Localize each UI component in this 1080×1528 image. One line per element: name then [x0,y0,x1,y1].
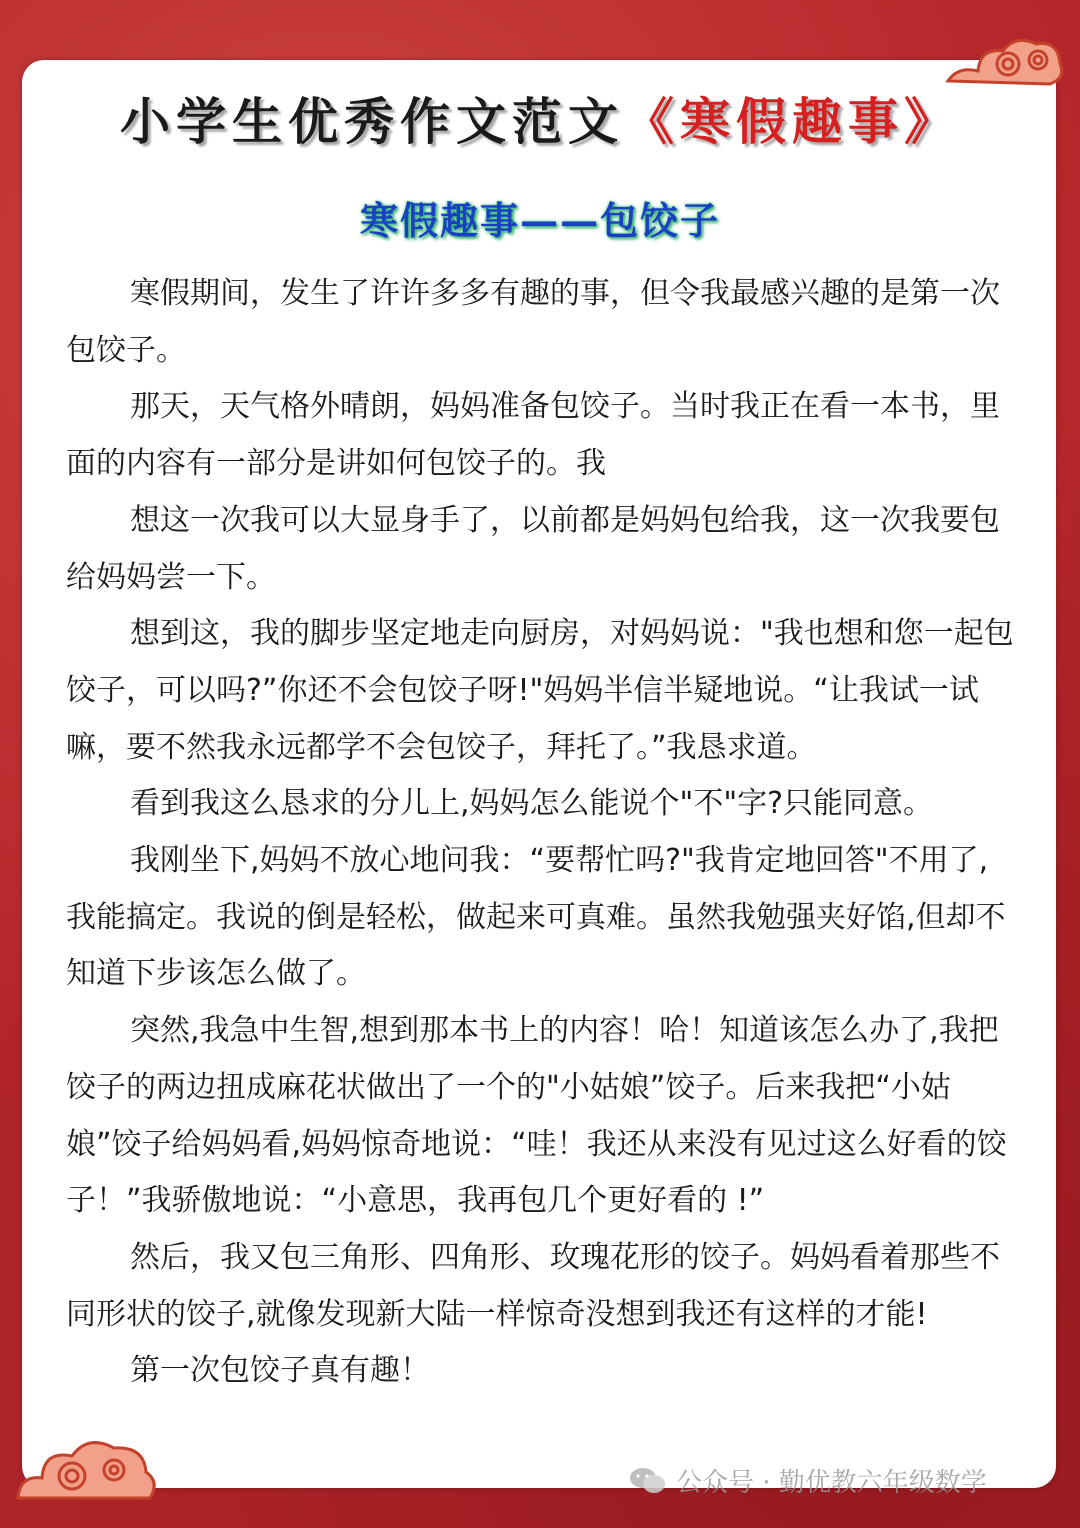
paragraph: 我刚坐下,妈妈不放心地问我：“要帮忙吗?"我肯定地回答"不用了,我能搞定。我说的倒是轻松，做起来可真难。虽然我勉强夹好馅,但却不知道下步该怎么做了。 [66,843,1006,992]
page-title [0,82,1080,154]
paragraph: 第一次包饺子真有趣！ [130,1353,430,1389]
wechat-icon [628,1465,668,1497]
paragraph: 突然,我急中生智,想到那本书上的内容！哈！知道该怎么办了,我把饺子的两边扭成麻花状做出了一个的"小姑娘”饺子。后来我把“小姑娘”饺子给妈妈看,妈妈惊奇地说：“哇！我还从来没有见过这么好看的饺子！”我骄傲地说：“小意思，我再包几个更好看的 !” [66,1013,1007,1219]
essay-body [66,266,1018,1400]
essay-subtitle: 寒假趣事——包饺子 [359,198,720,243]
title-prefix: 小学生优秀作文范文 [120,92,624,151]
title-highlight: 《寒假趣事》 [624,92,960,151]
paragraph: 寒假期间，发生了许许多多有趣的事，但令我最感兴趣的是第一次包饺子。 [66,276,1000,368]
paragraph: 那天，天气格外晴朗，妈妈准备包饺子。当时我正在看一本书，里面的内容有一部分是讲如何包饺子的。我 [66,389,1000,482]
paragraph: 看到我这么恳求的分儿上,妈妈怎么能说个"不"字?只能同意。 [130,786,934,822]
paragraph: 然后，我又包三角形、四角形、玫瑰花形的饺子。妈妈看着那些不同形状的饺子,就像发现新大陆一样惊奇没想到我还有这样的才能! [66,1239,1000,1332]
auspicious-cloud-icon [10,1420,170,1510]
watermark-text: 公众号 · 勤优教六年级数学 [676,1468,987,1498]
paragraph: 想到这，我的脚步坚定地走向厨房，对妈妈说："我也想和您一起包饺子，可以吗?”你还不会包饺子呀!"妈妈半信半疑地说。“让我试一试嘛，要不然我永远都学不会包饺子，拜托了。”我恳求道。 [66,616,1014,765]
paragraph: 想这一次我可以大显身手了，以前都是妈妈包给我，这一次我要包给妈妈尝一下。 [66,502,1000,595]
watermark [628,1462,987,1499]
